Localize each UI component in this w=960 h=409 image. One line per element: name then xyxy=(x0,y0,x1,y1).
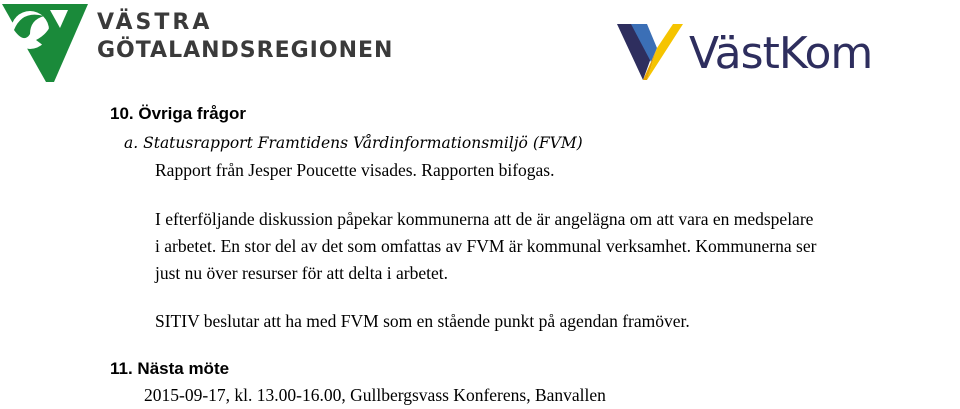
vgr-emblem-icon xyxy=(0,0,96,84)
section10-para2-line1: I efterföljande diskussion påpekar kommunerna att de är angelägna om att vara en medspelare xyxy=(155,209,814,229)
section10-para2-line2: i arbetet. En stor del av det som omfattas av FVM är kommunal verksamhet. Kommunerna ser xyxy=(155,236,817,256)
vastkom-chevron-icon xyxy=(617,22,683,82)
section10-para3: SITIV beslutar att ha med FVM som en stående punkt på agendan framöver. xyxy=(155,311,690,331)
section10-para1: Rapport från Jesper Poucette visades. Rapporten bifogas. xyxy=(155,160,555,180)
section10-heading: 10. Övriga frågor xyxy=(110,104,247,123)
vgr-logo xyxy=(0,0,400,84)
vgr-logo-line2: GÖTALANDSREGIONEN xyxy=(97,38,394,63)
section10-item-a: a. Statusrapport Framtidens Vårdinformationsmiljö (FVM) xyxy=(124,134,583,152)
section11-heading: 11. Nästa möte xyxy=(110,359,230,378)
vastkom-logo-text: VästKom xyxy=(689,28,873,79)
section11-line1: 2015-09-17, kl. 13.00-16.00, Gullbergsvass Konferens, Banvallen xyxy=(144,385,606,405)
section10-para2-line3: just nu över resurser för att delta i arbetet. xyxy=(155,263,449,283)
vastkom-logo xyxy=(617,22,897,82)
vgr-logo-line1: VÄSTRA xyxy=(97,10,213,35)
